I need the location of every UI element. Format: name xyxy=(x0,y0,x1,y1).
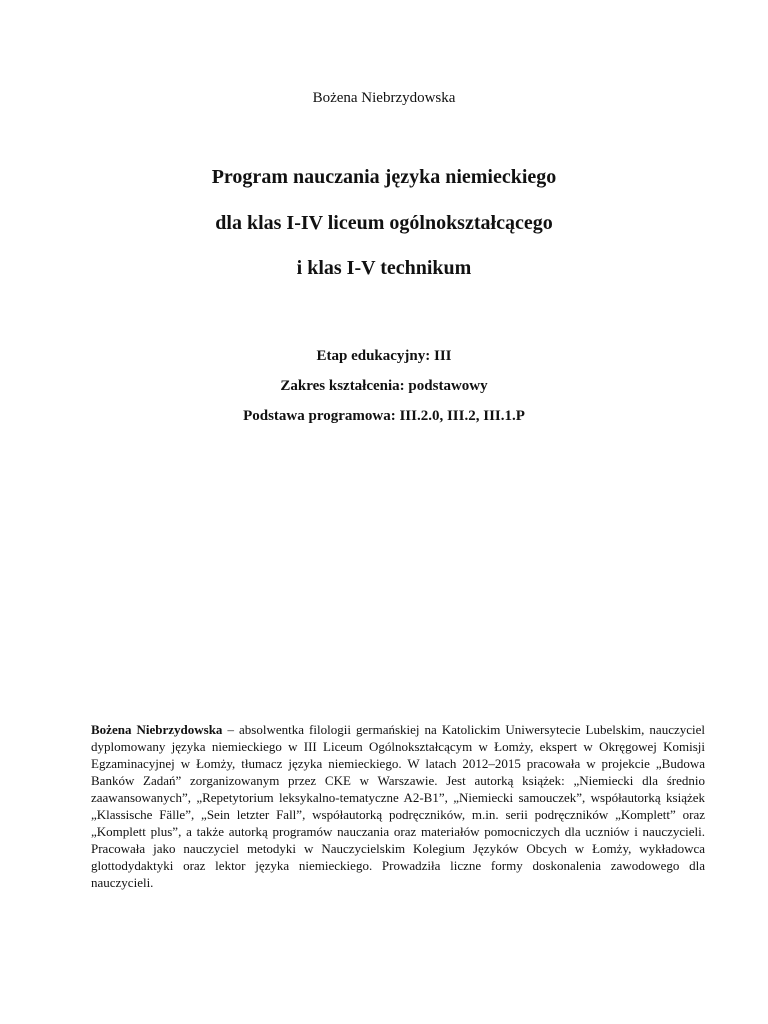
title-line-1: Program nauczania języka niemieckiego xyxy=(211,166,557,188)
author-bio xyxy=(91,721,705,891)
title-line-3: i klas I-V technikum xyxy=(296,257,472,279)
bio-text: – absolwentka filologii germańskiej na Katolickim Uniwersytecie Lubelskim, nauczyciel dyplomowany języka niemieckiego w III Liceum Ogólnokształcącym w Łomży, ekspert w Okręgowej Komisji Egzaminacyjnej w Łomży, tłumacz języka niemieckiego. W latach 2012–2015 pracowała w projekcie „Budowa Banków Zadań” zorganizowanym przez CKE w Warszawie. Jest autorką książek: „Niemiecki dla średnio zaawansowanych”, „Repetytorium leksykalno-tematyczne A2-B1”, „Niemiecki samouczek”, współautorką książek „Klassische Fälle”, „Sein letzter Fall”, współautorką podręczników, m.in. serii podręczników „Komplett” oraz „Komplett plus”, a także autorką programów nauczania oraz materiałów pomocniczych dla uczniów i nauczycieli. Pracowała jako nauczyciel metodyki w Nauczycielskim Kolegium Języków Obcych w Łomży, wykładowca glottodydaktyki oraz lektor języka niemieckiego. Prowadziła liczne formy doskonalenia zawodowego dla nauczycieli. xyxy=(91,722,706,890)
title-line-2: dla klas I-IV liceum ogólnokształcącego xyxy=(215,212,553,234)
bio-author-name: Bożena Niebrzydowska xyxy=(91,722,223,737)
etap-edukacyjny: Etap edukacyjny: III xyxy=(316,348,452,364)
podstawa-programowa: Podstawa programowa: III.2.0, III.2, III.1.P xyxy=(243,408,525,424)
author-name: Bożena Niebrzydowska xyxy=(312,90,456,106)
zakres-ksztalcenia: Zakres kształcenia: podstawowy xyxy=(280,378,488,394)
